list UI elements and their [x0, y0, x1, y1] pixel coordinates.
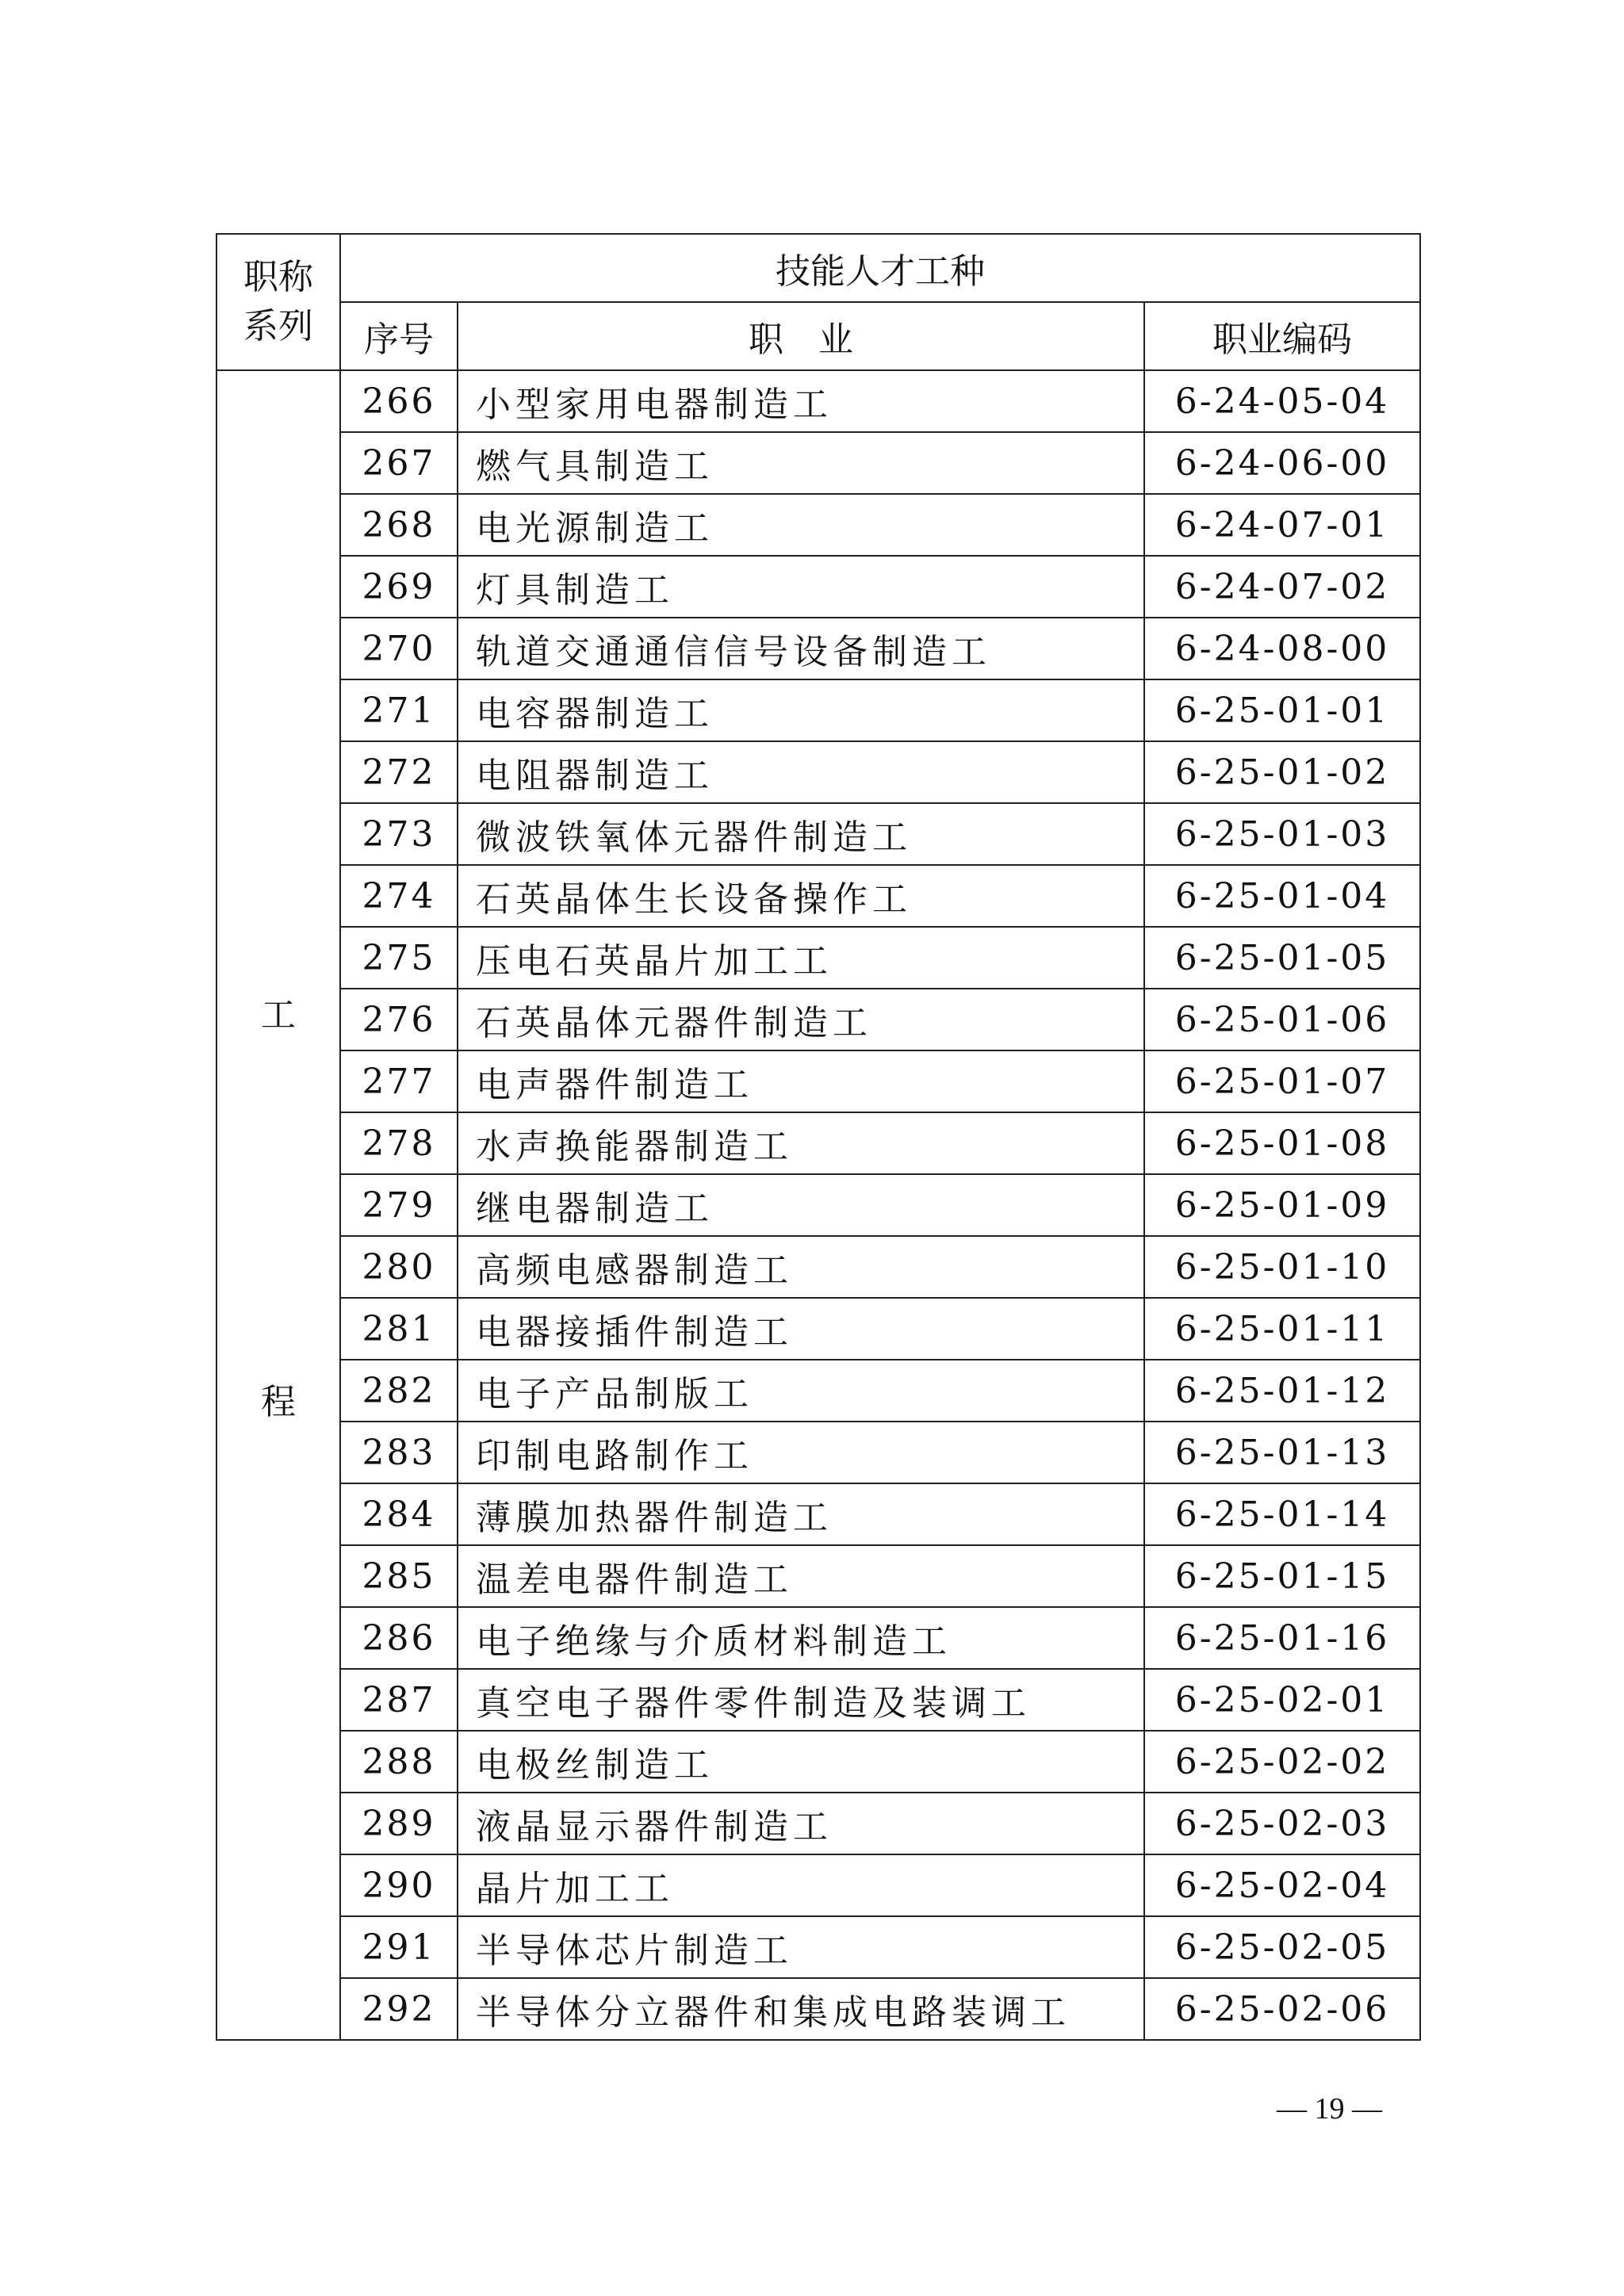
- occupation-name: 电容器制造工: [458, 679, 1144, 741]
- row-number: 282: [340, 1360, 458, 1422]
- occupation-code: 6-25-02-04: [1144, 1854, 1420, 1916]
- occupation-name: 继电器制造工: [458, 1174, 1144, 1236]
- occupation-code: 6-25-01-08: [1144, 1112, 1420, 1174]
- occupation-name: 石英晶体生长设备操作工: [458, 865, 1144, 927]
- occupation-name: 电阻器制造工: [458, 741, 1144, 803]
- row-number: 284: [340, 1483, 458, 1545]
- table-row: [216, 927, 1420, 989]
- row-number: 269: [340, 556, 458, 618]
- occupation-name: 小型家用电器制造工: [458, 370, 1144, 432]
- occupation-name: 温差电器件制造工: [458, 1545, 1144, 1607]
- table-row: [216, 370, 1420, 432]
- column-header-no: 序号: [340, 302, 458, 370]
- occupation-name: 石英晶体元器件制造工: [458, 989, 1144, 1050]
- row-number: 279: [340, 1174, 458, 1236]
- occupation-name: 电子绝缘与介质材料制造工: [458, 1607, 1144, 1669]
- row-number: 274: [340, 865, 458, 927]
- occupation-name: 电极丝制造工: [458, 1731, 1144, 1793]
- occupation-name: 印制电路制作工: [458, 1422, 1144, 1483]
- table-row: [216, 1483, 1420, 1545]
- page-number: — 19 —: [1277, 2092, 1382, 2126]
- row-number: 273: [340, 803, 458, 865]
- table-row: [216, 556, 1420, 618]
- series-header: [216, 234, 340, 370]
- row-number: 283: [340, 1422, 458, 1483]
- occupation-code: 6-25-01-14: [1144, 1483, 1420, 1545]
- occupation-code: 6-25-01-03: [1144, 803, 1420, 865]
- occupation-name: 薄膜加热器件制造工: [458, 1483, 1144, 1545]
- row-number: 272: [340, 741, 458, 803]
- row-number: 277: [340, 1050, 458, 1112]
- row-number: 271: [340, 679, 458, 741]
- table-row: [216, 989, 1420, 1050]
- occupation-name: 电子产品制版工: [458, 1360, 1144, 1422]
- row-number: 291: [340, 1916, 458, 1978]
- table-row: [216, 679, 1420, 741]
- series-name: [217, 650, 339, 1760]
- occupation-code: 6-25-02-05: [1144, 1916, 1420, 1978]
- occupation-code: 6-25-01-15: [1144, 1545, 1420, 1607]
- row-number: 285: [340, 1545, 458, 1607]
- row-number: 288: [340, 1731, 458, 1793]
- row-number: 280: [340, 1236, 458, 1298]
- occupation-name: 真空电子器件零件制造及装调工: [458, 1669, 1144, 1731]
- table-row: [216, 618, 1420, 679]
- table-row: [216, 1112, 1420, 1174]
- column-header-occupation: 职 业: [458, 302, 1144, 370]
- row-number: 278: [340, 1112, 458, 1174]
- row-number: 275: [340, 927, 458, 989]
- row-number: 281: [340, 1298, 458, 1360]
- series-cell: [216, 370, 340, 2040]
- table-row: [216, 1854, 1420, 1916]
- occupation-code: 6-24-08-00: [1144, 618, 1420, 679]
- table-row: [216, 494, 1420, 556]
- row-number: 287: [340, 1669, 458, 1731]
- table-row: [216, 1978, 1420, 2040]
- occupation-name: 电光源制造工: [458, 494, 1144, 556]
- occupation-code: 6-24-07-02: [1144, 556, 1420, 618]
- series-char: 工: [261, 995, 296, 1035]
- occupation-code: 6-25-01-04: [1144, 865, 1420, 927]
- table-row: [216, 1236, 1420, 1298]
- occupation-code: 6-25-01-05: [1144, 927, 1420, 989]
- occupation-name: 燃气具制造工: [458, 432, 1144, 494]
- row-number: 292: [340, 1978, 458, 2040]
- table-row: [216, 1545, 1420, 1607]
- table-row: [216, 1174, 1420, 1236]
- table-row: [216, 1669, 1420, 1731]
- occupation-code: 6-24-05-04: [1144, 370, 1420, 432]
- table-row: [216, 1422, 1420, 1483]
- table-row: [216, 741, 1420, 803]
- row-number: 289: [340, 1793, 458, 1854]
- occupation-name: 晶片加工工: [458, 1854, 1144, 1916]
- occupation-code: 6-25-01-02: [1144, 741, 1420, 803]
- occupation-code: 6-24-07-01: [1144, 494, 1420, 556]
- occupation-code: 6-25-02-01: [1144, 1669, 1420, 1731]
- occupation-name: 电声器件制造工: [458, 1050, 1144, 1112]
- occupation-code: 6-25-01-06: [1144, 989, 1420, 1050]
- series-char: 程: [261, 1382, 296, 1422]
- table-row: [216, 1607, 1420, 1669]
- row-number: 270: [340, 618, 458, 679]
- row-number: 290: [340, 1854, 458, 1916]
- occupation-code: 6-25-02-03: [1144, 1793, 1420, 1854]
- occupation-code: 6-25-01-11: [1144, 1298, 1420, 1360]
- table-row: [216, 803, 1420, 865]
- table-row: [216, 1916, 1420, 1978]
- series-header-text: 职称 系列: [243, 257, 313, 346]
- occupation-code: 6-25-01-10: [1144, 1236, 1420, 1298]
- table-row: [216, 432, 1420, 494]
- occupation-name: 灯具制造工: [458, 556, 1144, 618]
- column-header-code: 职业编码: [1144, 302, 1420, 370]
- occupation-code: 6-25-01-09: [1144, 1174, 1420, 1236]
- occupation-code: 6-25-01-13: [1144, 1422, 1420, 1483]
- row-number: 267: [340, 432, 458, 494]
- group-header: 技能人才工种: [340, 234, 1420, 302]
- occupation-name: 水声换能器制造工: [458, 1112, 1144, 1174]
- table-row: [216, 1793, 1420, 1854]
- occupation-code: 6-25-01-07: [1144, 1050, 1420, 1112]
- occupation-code: 6-25-01-16: [1144, 1607, 1420, 1669]
- row-number: 268: [340, 494, 458, 556]
- occupation-name: 高频电感器制造工: [458, 1236, 1144, 1298]
- occupation-code: 6-25-01-01: [1144, 679, 1420, 741]
- occupation-name: 液晶显示器件制造工: [458, 1793, 1144, 1854]
- table-row: [216, 1050, 1420, 1112]
- occupation-name: 半导体分立器件和集成电路装调工: [458, 1978, 1144, 2040]
- row-number: 266: [340, 370, 458, 432]
- occupation-name: 半导体芯片制造工: [458, 1916, 1144, 1978]
- occupation-table: [216, 233, 1421, 2041]
- table-row: [216, 1360, 1420, 1422]
- occupation-code: 6-25-01-12: [1144, 1360, 1420, 1422]
- occupation-name: 轨道交通通信信号设备制造工: [458, 618, 1144, 679]
- table-row: [216, 1298, 1420, 1360]
- table-row: [216, 865, 1420, 927]
- occupation-name: 微波铁氧体元器件制造工: [458, 803, 1144, 865]
- row-number: 286: [340, 1607, 458, 1669]
- occupation-name: 压电石英晶片加工工: [458, 927, 1144, 989]
- table-row: [216, 1731, 1420, 1793]
- occupation-name: 电器接插件制造工: [458, 1298, 1144, 1360]
- occupation-code: 6-25-02-02: [1144, 1731, 1420, 1793]
- occupation-code: 6-25-02-06: [1144, 1978, 1420, 2040]
- occupation-code: 6-24-06-00: [1144, 432, 1420, 494]
- row-number: 276: [340, 989, 458, 1050]
